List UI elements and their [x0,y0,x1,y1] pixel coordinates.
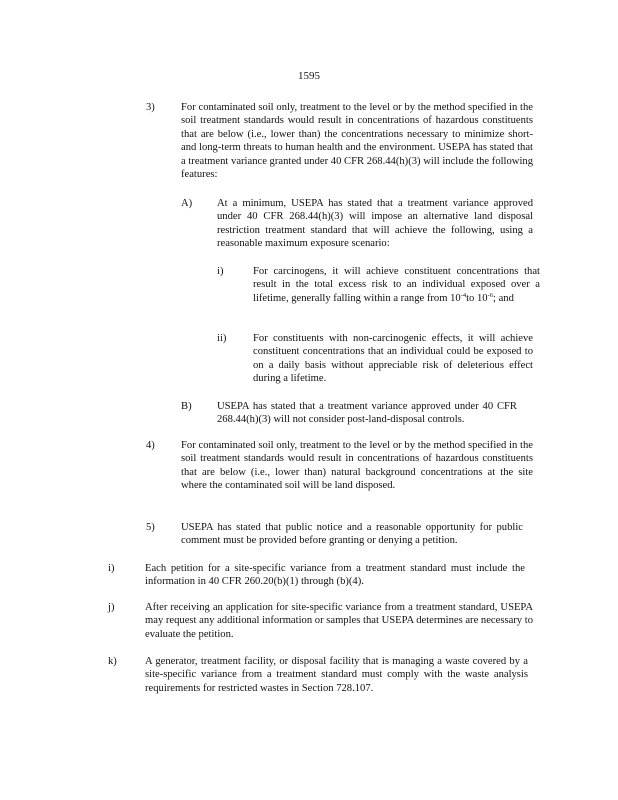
paragraph-label: i) [108,563,115,574]
paragraph-text: At a minimum, USEPA has stated that a treatment variance approved under 40 CFR 268.44(h)(3) will impose an alternative land disposal restriction treatment standard that will achieve the following, using a reasonable maximum exposure scenario: [217,198,533,250]
paragraph-text: For contaminated soil only, treatment to the level or by the method specified in the soil treatment standards would result in concentrations of hazardous constituents that are below (i.e., lower than) the concentrations necessary to minimize short-and long-term threats to human health and the environment. USEPA has stated that a treatment variance granted under 40 CFR 268.44(h)(3) will include the following features: [181,102,533,181]
paragraph-text: USEPA has stated that public notice and a reasonable opportunity for public comment must be provided before granting or denying a petition. [181,522,523,547]
paragraph-text: Each petition for a site-specific variance from a treatment standard must include the information in 40 CFR 260.20(b)(1) through (b)(4). [145,563,525,588]
paragraph-label: 4) [146,440,155,451]
text-after: ; and [493,292,514,304]
paragraph-text: For contaminated soil only, treatment to the level or by the method specified in the soil treatment standards would result in concentrations of hazardous constituents that are below (i.e., lower than) natural background concentrations at the site where the contaminated soil will be land disposed. [181,440,533,492]
page-number: 1595 [298,70,320,82]
paragraph-label: A) [181,198,193,209]
text-before: For carcinogens, it will achieve constituent concentrations that result in the total excess risk to an individual exposed over a lifetime, generally falling within a range from 10 [253,266,540,304]
exponent: -4 [460,291,467,299]
paragraph-text: USEPA has stated that a treatment variance approved under 40 CFR 268.44(h)(3) will not consider post-land-disposal controls. [217,401,517,426]
paragraph-label: j) [108,602,115,613]
paragraph-label: ii) [217,333,227,344]
paragraph-text: A generator, treatment facility, or disposal facility that is managing a waste covered by a site-specific variance from a treatment standard must comply with the waste analysis requirements for restricted wastes in Section 728.107. [145,656,528,694]
paragraph-text: After receiving an application for site-specific variance from a treatment standard, USEPA may request any additional information or samples that USEPA determines are necessary to evaluate the petition. [145,602,533,640]
paragraph-text [253,265,540,305]
paragraph-label: 5) [146,522,155,533]
paragraph-label: B) [181,401,192,412]
paragraph-label: k) [108,656,117,667]
paragraph-label: 3) [146,102,155,113]
paragraph-label: i) [217,266,224,277]
text-mid: to 10 [466,292,488,304]
exponent: -6 [487,291,494,299]
paragraph-text: For constituents with non-carcinogenic effects, it will achieve constituent concentrations that an individual could be exposed to on a daily basis without appreciable risk of deleterious effect during a lifetime. [253,333,533,385]
